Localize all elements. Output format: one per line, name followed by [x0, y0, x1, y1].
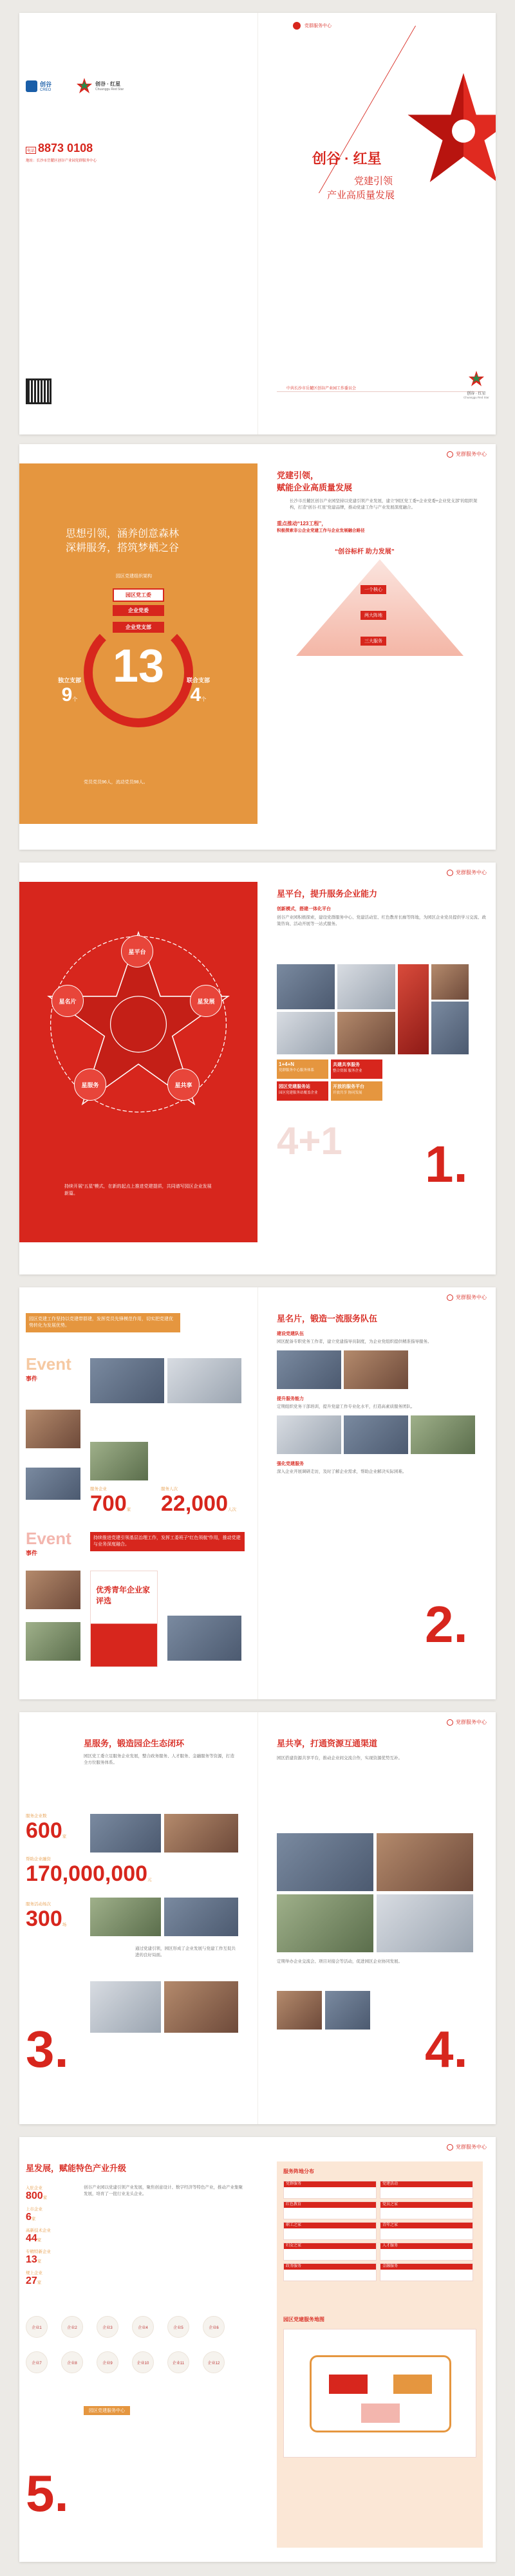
photo-red-wall	[398, 964, 429, 1054]
spread3-paragraph-2: 定期组织党务干部培训，提升党建工作专业化水平，打造高素质服务团队。	[277, 1405, 415, 1409]
photo-team-4	[344, 1415, 408, 1454]
right-branch	[187, 676, 210, 706]
slogan-2: 深耕服务，搭筑梦栖之谷	[66, 543, 180, 554]
grid-cell-2-label: 党建活动	[380, 2181, 473, 2187]
event-2-sub: 事件	[26, 1550, 38, 1556]
ghost-text: 4+1	[277, 1119, 342, 1162]
logo-right-name: 创谷 · 红星	[95, 80, 121, 87]
photo-share-1	[277, 1833, 373, 1891]
poster-title: 优秀青年企业家评选	[96, 1585, 151, 1605]
spread1-title-2: 赋能企业高质量发展	[277, 483, 353, 492]
photo-service-1	[90, 1814, 161, 1853]
photo-lobby	[337, 1012, 395, 1054]
spread4-paragraph-right-2: 定期举办企业交流会、项目对接会等活动，促进园区企业协同发展。	[277, 1959, 402, 1964]
dev-stat-5-unit: 家	[37, 2281, 42, 2285]
spread3-paragraph-1: 园区配备专职党务工作者，建立党建指导员制度，为企业党组织提供精准指导服务。	[277, 1339, 432, 1344]
star-logo-small-icon	[468, 370, 485, 387]
badge-1-title: 1+4+N	[279, 1061, 295, 1067]
spread1-right	[277, 469, 483, 662]
grid-cell-10	[380, 2263, 473, 2281]
stat-1-unit: 家	[126, 1507, 131, 1512]
org-item-1: 园区党工委	[113, 588, 164, 602]
spread2-subtitle: 创新模式，搭建一体化平台	[277, 907, 331, 911]
grid-cell-4-label: 党员之家	[380, 2202, 473, 2208]
photo-service-4	[164, 1898, 238, 1936]
spread-star-service	[19, 1712, 496, 2124]
spread4-title-right: 星共享，打通资源互通渠道	[277, 1739, 378, 1748]
spread2-right	[277, 887, 486, 1267]
photo-hall	[337, 964, 395, 1009]
dev-stat-1-num: 800	[26, 2190, 43, 2201]
spread4-header-label: 党群服务中心	[456, 1719, 487, 1725]
slogan-1: 思想引领，涵养创意森林	[66, 528, 180, 539]
grid-cell-10-label: 金融服务	[380, 2264, 473, 2270]
stat4-3-num: 300	[26, 1907, 62, 1931]
party-emblem-header	[293, 22, 332, 30]
grid-cell-7-label: 妇女之家	[284, 2243, 376, 2249]
pyramid-item-2: 两大阵地	[360, 611, 386, 620]
grid-cell-1-label: 党群服务	[284, 2181, 376, 2187]
company-logo-12: 企业12	[203, 2351, 225, 2373]
dev-stat-4-num: 13	[26, 2254, 37, 2265]
cover-bottom-logo	[464, 370, 489, 399]
grid-cell-4	[380, 2201, 473, 2219]
section-number-5: 5.	[26, 2465, 69, 2522]
dev-stat-4-unit: 家	[37, 2259, 42, 2264]
cover-bottom-logo-sub: Chuanggu Red Star	[464, 396, 489, 399]
org-item-3: 企业党支部	[113, 622, 164, 633]
pyramid-item-1: 一个核心	[360, 585, 386, 594]
badge-1	[277, 1059, 328, 1079]
stat-1-num: 700	[90, 1491, 127, 1516]
red-star-panel	[19, 882, 258, 1242]
photo-event-5	[26, 1468, 80, 1500]
spread3-header	[447, 1294, 487, 1301]
left-branch-label: 独立支部	[58, 677, 82, 684]
map-building-1	[329, 2375, 368, 2394]
dev-stat-1-unit: 家	[42, 2196, 48, 2200]
event-2	[26, 1529, 71, 1557]
org-big-number: 13	[112, 640, 165, 692]
stat-block-2	[161, 1486, 236, 1517]
dev-stat-5-num: 27	[26, 2275, 37, 2286]
stat-2-label: 服务人次	[161, 1487, 178, 1491]
badge-1-text: 党群服务中心服务体系	[279, 1069, 315, 1072]
orange-panel	[19, 463, 258, 824]
grid-cell-3-label: 红色教育	[284, 2202, 376, 2208]
cover-header-label: 党群服务中心	[304, 24, 332, 28]
grid-cell-5-label: 职工之家	[284, 2223, 376, 2228]
grid-cell-6	[380, 2222, 473, 2240]
photo-event-8	[26, 1622, 80, 1661]
cover-spread	[19, 13, 496, 434]
stat4-1	[26, 1813, 66, 1843]
photo-event-2	[167, 1358, 241, 1403]
photo-event-6	[26, 1571, 80, 1609]
qr-code-icon	[26, 378, 52, 404]
grid-cell-3	[283, 2201, 377, 2219]
cover-subtitle-2: 产业高质量发展	[327, 190, 395, 201]
company-logo-9: 企业9	[97, 2351, 118, 2373]
party-emblem-icon	[447, 1294, 453, 1301]
phone-label: 电话	[26, 147, 36, 154]
spread3-paragraph-3: 深入企业开展调研走访，及时了解企业需求，帮助企业解决实际困难。	[277, 1470, 407, 1474]
dev-stat-2-num: 6	[26, 2212, 32, 2223]
stat4-3-unit: 场	[62, 1923, 67, 1927]
spread1-paragraph: 长沙市岳麓区创谷产业园坚持以党建引领产业发展，建立“园区党工委+企业党委+企业党支部”的组织架构，打造“创谷·红星”党建品牌，推动党建工作与产业发展深度融合。	[290, 499, 478, 510]
map-building-3	[361, 2403, 400, 2423]
dev-stat-4-label: 专精特新企业	[26, 2250, 51, 2254]
grid-cell-9	[283, 2263, 377, 2281]
badge-3	[277, 1081, 328, 1101]
spread5-title: 星发展，赋能特色产业升级	[26, 2163, 127, 2173]
spread4-header	[447, 1719, 487, 1726]
dev-stat-2-label: 上市企业	[26, 2207, 42, 2212]
spread2-header	[447, 869, 487, 876]
star-label-platform: 星平台	[121, 935, 153, 967]
stat-2-num: 22,000	[161, 1491, 228, 1516]
dev-stat-1-label: 入驻企业	[26, 2186, 42, 2190]
grid-cell-6-label: 青年之家	[380, 2223, 473, 2228]
spread-star-platform	[19, 863, 496, 1274]
company-logo-11: 企业11	[167, 2351, 189, 2373]
right-branch-unit: 个	[201, 696, 207, 702]
photo-share-5	[277, 1991, 322, 2030]
org-chart-title: 园区党建组织架构	[116, 574, 152, 579]
spread4-right	[277, 1737, 486, 2116]
spread3-header-label: 党群服务中心	[456, 1294, 487, 1300]
cover-logo-left	[26, 80, 52, 92]
spread5-bottom-title: 园区党建服务中心	[84, 2406, 130, 2415]
event-1-label: Event	[26, 1354, 71, 1374]
event-1	[26, 1354, 71, 1383]
spread3-highlight: 持续推进党建引领基层治理工作，发挥工委班子“红色领航”作用，推动党建与业务深度融合。	[90, 1532, 245, 1551]
spread4-title-left: 星服务，锻造园企生态闭环	[84, 1739, 185, 1748]
section-number-2: 2.	[425, 1596, 468, 1653]
spread3-subtitle-1: 建设党建队伍	[277, 1332, 304, 1336]
spread5-header	[447, 2143, 487, 2151]
cover-logo-right	[76, 77, 124, 94]
org-chart	[58, 586, 212, 766]
spread3-right	[277, 1312, 486, 1692]
stat4-1-unit: 家	[62, 1834, 67, 1839]
right-branch-num: 4	[190, 684, 201, 705]
spread3-left	[19, 1307, 258, 1693]
logo-right-sub: Chuanggu Red Star	[95, 87, 124, 91]
grid-cell-5	[283, 2222, 377, 2240]
company-logo-1: 企业1	[26, 2316, 48, 2338]
photo-meeting	[431, 964, 469, 1000]
photo-room	[277, 1012, 335, 1054]
star-caption: 持续开展“五星”模式，在新的起点上推进党建提质，共同谱写园区企业发展新篇。	[64, 1184, 212, 1196]
spread-star-card	[19, 1287, 496, 1699]
company-logo-4: 企业4	[132, 2316, 154, 2338]
star-label-development: 星发展	[190, 985, 222, 1017]
spread5-paragraph: 创谷产业园以党建引领产业发展，聚焦创意设计、数字经济等特色产业，推动产业集聚发展，培育了一批行业龙头企业。	[84, 2185, 243, 2196]
event-1-sub: 事件	[26, 1376, 38, 1382]
photo-share-4	[377, 1894, 473, 1952]
creo-logo-icon	[26, 80, 37, 92]
map-title-2: 园区党建服务地图	[283, 2317, 324, 2322]
spread4-paragraph-left-2: 通过党建引领，园区形成了企业发展与党建工作互促共进的良好局面。	[135, 1946, 236, 1957]
photo-share-2	[377, 1833, 473, 1891]
company-logo-7: 企业7	[26, 2351, 48, 2373]
pyramid	[277, 559, 483, 662]
section-number-4: 4.	[425, 2021, 468, 2078]
stat4-3	[26, 1901, 66, 1932]
map-title-1: 服务阵地分布	[283, 2169, 314, 2174]
big-star-graphic	[406, 71, 496, 187]
logo-wall	[26, 2316, 251, 2445]
spread4-left	[19, 1737, 258, 2116]
company-logo-8: 企业8	[61, 2351, 83, 2373]
spread3-intro: 园区党建工作坚持以党建带群建，发挥党员先锋模范作用，切实把党建优势转化为发展优势。	[26, 1313, 180, 1332]
photo-service-center	[277, 964, 335, 1009]
stat-1-label: 服务企业	[90, 1487, 107, 1491]
spread4-paragraph-left-1: 园区党工委立足服务企业发展，整合政务服务、人才服务、金融服务等资源，打造全方位服务体系。	[84, 1754, 234, 1765]
stat4-1-label: 服务企业数	[26, 1814, 47, 1818]
stat-block-1	[90, 1486, 131, 1517]
spread3-subtitle-2: 提升服务能力	[277, 1397, 304, 1401]
members-text: 党员党员96人，流动党员98人。	[84, 780, 148, 785]
party-emblem-icon	[447, 1719, 453, 1726]
left-branch-unit: 个	[72, 696, 78, 702]
badge-2	[331, 1059, 382, 1079]
photo-team-5	[411, 1415, 475, 1454]
photo-event-7	[167, 1616, 241, 1661]
cover-title: 创谷 · 红星	[312, 151, 382, 167]
grid-cell-8-label: 人才服务	[380, 2243, 473, 2249]
star-label-share: 星共享	[167, 1069, 200, 1101]
pyramid-title: “创谷标杆 助力发展”	[335, 548, 395, 555]
badge-3-text: 园区党建服务站覆盖企业	[279, 1091, 318, 1095]
photo-team-3	[277, 1415, 341, 1454]
cover-footer-text: 中共长沙市岳麓区创谷产业园工作委员会	[286, 387, 357, 391]
photo-team-2	[344, 1350, 408, 1389]
grid-cell-7	[283, 2243, 377, 2261]
stat4-3-label: 服务活动场次	[26, 1902, 51, 1907]
grid-cell-2	[380, 2181, 473, 2199]
stat4-2-num: 170,000,000	[26, 1862, 148, 1886]
map-building-2	[393, 2375, 432, 2394]
phone-block	[26, 142, 97, 163]
spread1-header	[447, 451, 487, 458]
photo-share-3	[277, 1894, 373, 1952]
badge-2-text: 整合资源 服务企业	[333, 1069, 362, 1073]
photo-service-3	[90, 1898, 161, 1936]
spread4-paragraph-right-1: 园区搭建资源共享平台，推动企业间交流合作，实现资源优势互补。	[277, 1756, 402, 1760]
photo-event-3	[26, 1410, 80, 1448]
badge-4-text: 开放共享 协同发展	[333, 1091, 362, 1095]
grid-cell-1	[283, 2181, 377, 2199]
spread-star-development	[19, 2137, 496, 2562]
photo-service-6	[164, 1981, 238, 2033]
section-number-3: 3.	[26, 2021, 69, 2078]
badge-3-title: 园区党建服务站	[279, 1085, 310, 1089]
photo-service-5	[90, 1981, 161, 2033]
spread2-title: 星平台，提升服务企业能力	[277, 889, 378, 899]
badge-2-title: 共建共享服务	[333, 1063, 360, 1067]
spread5-header-label: 党群服务中心	[456, 2144, 487, 2150]
photo-team-1	[277, 1350, 341, 1389]
spread3-title: 星名片，锻造一流服务队伍	[277, 1314, 378, 1323]
photo-event-1	[90, 1358, 164, 1403]
company-logo-2: 企业2	[61, 2316, 83, 2338]
photo-share-6	[325, 1991, 370, 2030]
grid-cell-9-label: 政务服务	[284, 2264, 376, 2270]
spread2-header-label: 党群服务中心	[456, 870, 487, 875]
spread1-subtitle-1: 重点推动“123工程”，	[277, 521, 327, 527]
right-branch-label: 联合支部	[187, 677, 211, 684]
org-item-2: 企业党委	[113, 605, 164, 616]
party-emblem-icon	[447, 870, 453, 876]
spread3-subtitle-3: 强化党建服务	[277, 1462, 304, 1466]
left-branch	[58, 676, 81, 706]
dev-stat-2-unit: 家	[31, 2217, 36, 2221]
stat4-2-label: 帮助企业融资	[26, 1857, 51, 1862]
party-emblem-icon	[447, 2144, 453, 2151]
cover-subtitle-1: 党建引领	[354, 176, 393, 187]
photo-corridor	[431, 1002, 469, 1054]
stat-2-unit: 人次	[228, 1507, 236, 1512]
pyramid-item-3: 三大服务	[360, 637, 386, 646]
spread5-left	[19, 2161, 258, 2554]
badge-4	[331, 1081, 382, 1101]
star-label-card: 星名片	[52, 985, 84, 1017]
spread5-map-panel	[277, 2161, 483, 2548]
company-logo-10: 企业10	[132, 2351, 154, 2373]
section-number-1: 1.	[425, 1135, 468, 1193]
grid-cell-8	[380, 2243, 473, 2261]
dev-stats	[26, 2185, 77, 2287]
spread1-header-label: 党群服务中心	[456, 451, 487, 457]
photo-service-2	[164, 1814, 238, 1853]
left-branch-num: 9	[61, 684, 73, 705]
cover-bottom-logo-name: 创谷 · 红星	[467, 392, 486, 396]
spread-party-building	[19, 444, 496, 850]
logo-left-name: 创谷	[40, 81, 52, 88]
company-logo-3: 企业3	[97, 2316, 118, 2338]
star-label-service: 星服务	[74, 1069, 106, 1101]
dev-stat-3-unit: 家	[37, 2238, 42, 2243]
company-logo-6: 企业6	[203, 2316, 225, 2338]
spread1-title-1: 党建引领，	[277, 471, 319, 480]
photo-event-4	[90, 1442, 148, 1480]
dev-stat-5-label: 规上企业	[26, 2271, 42, 2275]
logo-left-sub: CREO	[40, 88, 52, 92]
phone-number: 8873 0108	[38, 142, 93, 154]
stat4-1-num: 600	[26, 1818, 62, 1843]
party-emblem-icon	[447, 451, 453, 458]
stat4-2	[26, 1856, 152, 1887]
dev-stat-3-num: 44	[26, 2233, 37, 2244]
star-logo-icon	[76, 77, 93, 94]
company-logo-5: 企业5	[167, 2316, 189, 2338]
spread1-subtitle-2: 积极探索非公企业党建工作与企业发展融合路径	[277, 528, 365, 533]
event-2-label: Event	[26, 1529, 71, 1548]
badge-4-title: 开放的服务平台	[333, 1085, 364, 1089]
dev-stat-3-label: 高新技术企业	[26, 2228, 51, 2233]
party-emblem-icon	[293, 22, 301, 30]
spread2-paragraph: 创谷产业园积极探索，建设党群服务中心、党建活动室、红色教育长廊等阵地，为园区企业党员提供学习交流、政策咨询、活动开展等一站式服务。	[277, 915, 486, 926]
service-map	[283, 2329, 476, 2458]
cover-footer-line	[277, 391, 483, 392]
poster	[90, 1571, 158, 1667]
stat4-2-unit: 元	[147, 1878, 152, 1882]
address-text: 地址：长沙市岳麓区创谷产业园党群服务中心	[26, 159, 97, 163]
